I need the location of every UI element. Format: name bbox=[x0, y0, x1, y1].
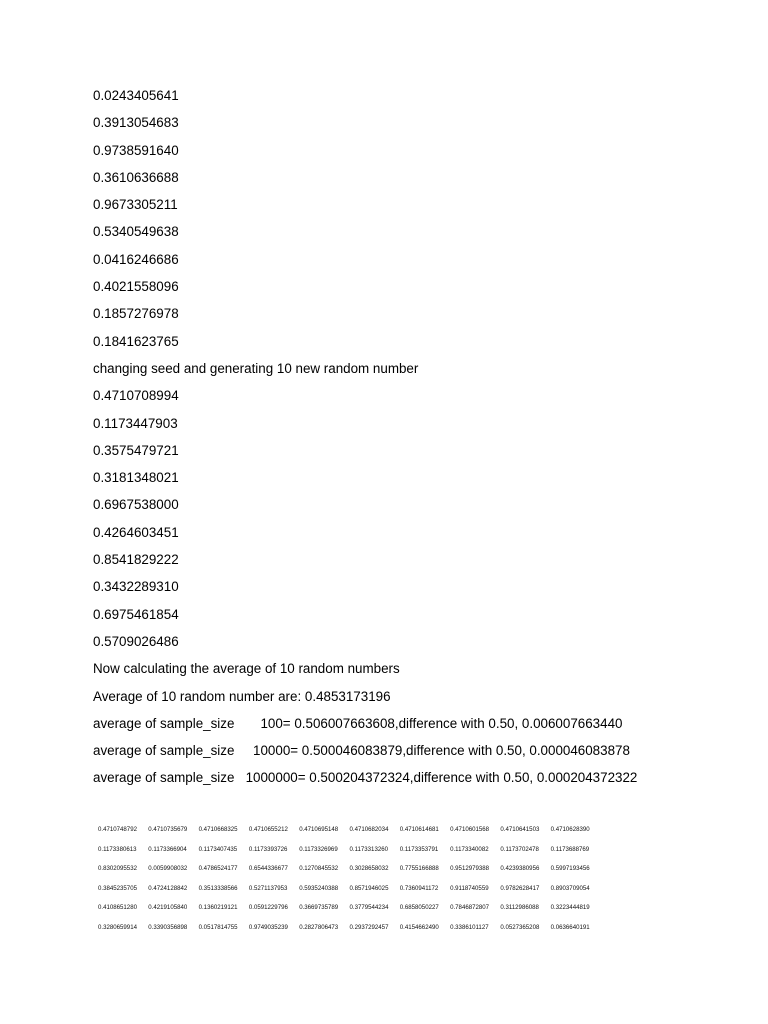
grid-cell: 0.4724128842 bbox=[148, 884, 188, 892]
grid-cell: 0.1173688769 bbox=[550, 845, 590, 853]
grid-row bbox=[98, 845, 718, 865]
grid-cell: 0.1173380613 bbox=[98, 845, 137, 853]
grid-cell: 0.1173353791 bbox=[399, 845, 439, 853]
grid-cell: 0.0517814755 bbox=[198, 923, 238, 931]
grid-cell: 0.9118740559 bbox=[450, 884, 489, 892]
grid-cell: 0.4710695148 bbox=[299, 826, 339, 833]
output-line: 0.3610636688 bbox=[93, 169, 179, 185]
grid-cell: 0.8302095532 bbox=[98, 865, 137, 873]
output-line: 0.1857276978 bbox=[93, 306, 179, 322]
grid-cell: 0.3669735789 bbox=[299, 904, 339, 912]
grid-cell: 0.1173702478 bbox=[500, 845, 539, 853]
output-line: 0.0243405641 bbox=[93, 88, 179, 103]
output-line: 0.3181348021 bbox=[93, 470, 179, 486]
grid-cell: 0.4239380956 bbox=[500, 865, 540, 873]
grid-cell: 0.4710668325 bbox=[198, 826, 238, 833]
output-line: 0.3575479721 bbox=[93, 442, 179, 458]
grid-cell: 0.9512979388 bbox=[450, 865, 490, 873]
grid-row bbox=[98, 825, 718, 845]
output-line: 0.6967538000 bbox=[93, 497, 179, 513]
grid-cell: 0.3112986088 bbox=[500, 904, 539, 912]
grid-cell: 0.4710748792 bbox=[98, 826, 137, 833]
output-line: average of sample_size 1000000= 0.500204372324,difference with 0.50, 0.000204372322 bbox=[93, 770, 638, 786]
grid-cell: 0.7360941172 bbox=[399, 884, 439, 892]
grid-cell: 0.3779544234 bbox=[349, 904, 389, 912]
grid-row bbox=[98, 923, 718, 943]
output-line: 0.9738591640 bbox=[93, 142, 179, 158]
grid-cell: 0.5935240388 bbox=[299, 884, 339, 892]
grid-cell: 0.4710601568 bbox=[450, 826, 490, 833]
grid-cell: 0.9782628417 bbox=[500, 884, 540, 892]
grid-cell: 0.0059908032 bbox=[148, 865, 188, 873]
grid-cell: 0.1173340082 bbox=[450, 845, 489, 853]
grid-cell: 0.5271137953 bbox=[248, 884, 288, 892]
grid-cell: 0.9749035239 bbox=[248, 923, 288, 931]
output-line: 0.0416246686 bbox=[93, 251, 179, 267]
grid-cell: 0.4786524177 bbox=[198, 865, 238, 873]
grid-cell: 0.3390356898 bbox=[148, 923, 188, 931]
output-line: average of sample_size 100= 0.506007663608,difference with 0.50, 0.006007663440 bbox=[93, 715, 623, 731]
output-line: 0.9673305211 bbox=[93, 197, 178, 213]
grid-cell: 0.4219105840 bbox=[148, 904, 188, 912]
grid-cell: 0.4154662490 bbox=[399, 923, 439, 931]
grid-cell: 0.3028658032 bbox=[349, 865, 389, 873]
grid-cell: 0.1270845532 bbox=[299, 865, 339, 873]
grid-row bbox=[98, 884, 718, 904]
grid-cell: 0.3223444819 bbox=[550, 904, 590, 912]
grid-cell: 0.6858050227 bbox=[399, 904, 439, 912]
output-line: 0.5709026486 bbox=[93, 633, 179, 649]
output-line: 0.3432289310 bbox=[93, 579, 179, 595]
grid-cell: 0.5997193456 bbox=[550, 865, 590, 873]
output-line: 0.1173447903 bbox=[93, 415, 178, 431]
grid-cell: 0.4710614681 bbox=[399, 826, 439, 833]
grid-row bbox=[98, 864, 718, 884]
output-line: 0.3913054683 bbox=[93, 115, 179, 131]
grid-cell: 0.3513338566 bbox=[198, 884, 238, 892]
grid-cell: 0.4710682034 bbox=[349, 826, 389, 833]
output-line: Now calculating the average of 10 random numbers bbox=[93, 661, 400, 677]
output-lines bbox=[93, 86, 753, 796]
output-line: 0.1841623765 bbox=[93, 333, 179, 349]
grid-cell: 0.4108651280 bbox=[98, 904, 137, 912]
grid-cell: 0.3845235705 bbox=[98, 884, 137, 892]
grid-row bbox=[98, 903, 718, 923]
output-line: 0.4710708994 bbox=[93, 388, 179, 404]
output-line: 0.8541829222 bbox=[93, 552, 179, 568]
output-line: 0.4021558096 bbox=[93, 279, 179, 295]
output-line: 0.4264603451 bbox=[93, 524, 179, 540]
grid-cell: 0.0636640191 bbox=[550, 923, 590, 931]
grid-cell: 0.7846872807 bbox=[450, 904, 490, 912]
output-line: changing seed and generating 10 new random number bbox=[93, 360, 419, 376]
grid-cell: 0.1360219121 bbox=[198, 904, 238, 912]
grid-cell: 0.4710655212 bbox=[248, 826, 288, 833]
grid-cell: 0.4710641503 bbox=[500, 826, 540, 833]
grid-cell: 0.7755166888 bbox=[399, 865, 439, 873]
grid-cell: 0.6544336677 bbox=[248, 865, 288, 873]
grid-cell: 0.4710735679 bbox=[148, 826, 188, 833]
grid-cell: 0.4710628390 bbox=[550, 826, 590, 833]
output-line: 0.6975461854 bbox=[93, 606, 179, 622]
grid-cell: 0.8903709054 bbox=[550, 884, 590, 892]
grid-cell: 0.1173407435 bbox=[198, 845, 238, 853]
output-line: Average of 10 random number are: 0.4853173196 bbox=[93, 688, 391, 704]
grid-cell: 0.0527365208 bbox=[500, 923, 540, 931]
grid-cell: 0.2937292457 bbox=[349, 923, 389, 931]
grid-cell: 0.1173313260 bbox=[349, 845, 389, 853]
grid-cell: 0.1173326969 bbox=[299, 845, 338, 853]
grid-cell: 0.1173366904 bbox=[148, 845, 187, 853]
output-line: 0.5340549638 bbox=[93, 224, 179, 240]
output-line: average of sample_size 10000= 0.500046083879,difference with 0.50, 0.000046083878 bbox=[93, 743, 630, 759]
grid-cell: 0.3386101127 bbox=[450, 923, 489, 931]
grid-cell: 0.8571946025 bbox=[349, 884, 389, 892]
grid-cell: 0.2827806473 bbox=[299, 923, 339, 931]
grid-cell: 0.1173393726 bbox=[248, 845, 288, 853]
number-grid bbox=[98, 825, 718, 943]
grid-cell: 0.3280659914 bbox=[98, 923, 137, 931]
grid-cell: 0.0591229796 bbox=[248, 904, 288, 912]
